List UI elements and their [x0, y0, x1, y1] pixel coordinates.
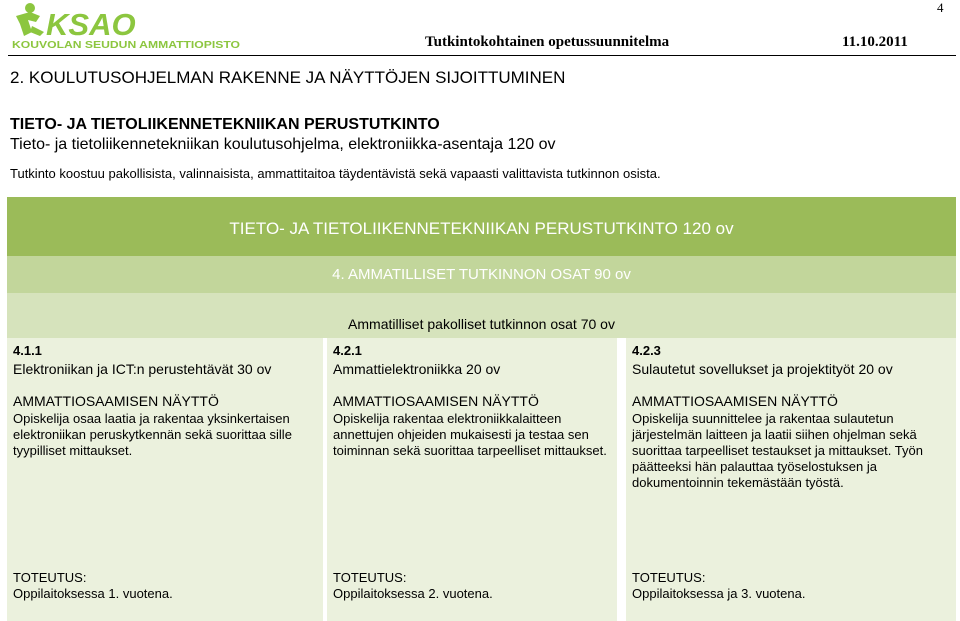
- module-column-4-2-3: [626, 338, 956, 621]
- ksao-logo: [10, 2, 245, 52]
- toteutus-value: Oppilaitoksessa 1. vuotena.: [13, 586, 173, 601]
- module-title: Sulautetut sovellukset ja projektityöt 20 ov: [632, 361, 893, 377]
- structure-level-2: [7, 256, 956, 293]
- logo-text: KSAO: [46, 7, 136, 42]
- degree-description: Tutkinto koostuu pakollisista, valinnaisista, ammattitaitoa täydentävistä sekä vapaasti valittavista tutkinnon osista.: [10, 166, 661, 181]
- module-column-4-2-1: [327, 338, 617, 621]
- header-title: Tutkintokohtainen opetussuunnitelma: [425, 34, 670, 50]
- structure-level-3-label: Ammatilliset pakolliset tutkinnon osat 70 ov: [348, 315, 615, 332]
- toteutus-label: TOTEUTUS:: [333, 570, 407, 585]
- header-divider: [8, 55, 956, 56]
- module-code: 4.2.1: [333, 343, 362, 358]
- section-heading: 2. KOULUTUSOHJELMAN RAKENNE JA NÄYTTÖJEN SIJOITTUMINEN: [10, 68, 566, 87]
- naytto-label: AMMATTIOSAAMISEN NÄYTTÖ: [13, 393, 219, 409]
- toteutus-block: [632, 570, 805, 602]
- page-number: 4: [937, 0, 944, 15]
- toteutus-label: TOTEUTUS:: [13, 570, 87, 585]
- module-code: 4.2.3: [632, 343, 661, 358]
- toteutus-block: [333, 570, 493, 602]
- module-column-4-1-1: [7, 338, 323, 621]
- logo-subtitle: KOUVOLAN SEUDUN AMMATTIOPISTO: [12, 39, 240, 51]
- toteutus-value: Oppilaitoksessa ja 3. vuotena.: [632, 586, 806, 601]
- module-description: Opiskelija osaa laatia ja rakentaa yksinkertaisen elektroniikan peruskytkennän sekä suorittaa sille tyypilliset mittaukset.: [13, 411, 292, 458]
- naytto-label: AMMATTIOSAAMISEN NÄYTTÖ: [333, 393, 539, 409]
- toteutus-value: Oppilaitoksessa 2. vuotena.: [333, 586, 493, 601]
- toteutus-label: TOTEUTUS:: [632, 570, 706, 585]
- structure-level-3: [7, 293, 956, 338]
- degree-subtitle: Tieto- ja tietoliikennetekniikan koulutusohjelma, elektroniikka-asentaja 120 ov: [10, 136, 556, 153]
- structure-level-1-label: TIETO- JA TIETOLIIKENNETEKNIIKAN PERUSTUTKINTO 120 ov: [229, 218, 734, 238]
- naytto-label: AMMATTIOSAAMISEN NÄYTTÖ: [632, 393, 838, 409]
- module-code: 4.1.1: [13, 343, 42, 358]
- degree-title: TIETO- JA TIETOLIIKENNETEKNIIKAN PERUSTUTKINTO: [10, 116, 440, 133]
- header-date: 11.10.2011: [842, 34, 908, 50]
- structure-level-1: [7, 197, 956, 256]
- module-description: Opiskelija suunnittelee ja rakentaa sulautetun järjestelmän laitteen ja laatii siihen ohjelman sekä suorittaa tarpeelliset testaukset ja mittaukset. Työn päätteeksi hän palauttaa työselostuksen ja dokumentoinnin tekemästään työstä.: [632, 411, 923, 490]
- module-title: Ammattielektroniikka 20 ov: [333, 361, 501, 377]
- module-title: Elektroniikan ja ICT:n perustehtävät 30 ov: [13, 361, 272, 377]
- toteutus-block: [13, 570, 173, 602]
- module-description: Opiskelija rakentaa elektroniikkalaitteen annettujen ohjeiden mukaisesti ja testaa sen toiminnan sekä suorittaa tarpeelliset mittaukset.: [333, 411, 607, 458]
- structure-level-2-label: 4. AMMATILLISET TUTKINNON OSAT 90 ov: [332, 266, 631, 283]
